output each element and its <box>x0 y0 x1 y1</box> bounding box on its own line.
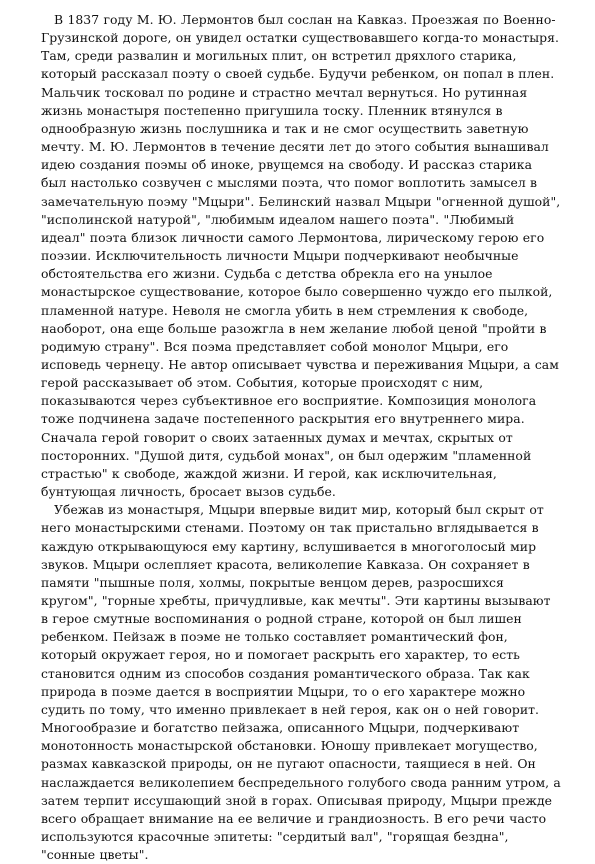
essay-text <box>41 11 561 864</box>
paragraph-mtsyri-nature: Убежав из монастыря, Мцыри впервые видит мир, который был скрыт от него монастырскими стенами. Поэтому он так пристально вглядывается в каждую открывающуюся ему картину, вслушивается в многоголосый мир звуков. Мцыри ослепляет красота, великолепие Кавказа. Он сохраняет в памяти "пышные поля, холмы, покрытые венцом дерев, разросшихся кругом", "горные хребты, причудливые, как мечты". Эти картины вызывают в герое смутные воспоминания о родной стране, которой он был лишен ребенком. Пейзаж в поэме не только составляет романтический фон, который окружает героя, но и помогает раскрыть его характер, то есть становится одним из способов создания романтического образа. Так как природа в поэме дается в восприятии Мцыри, то о его характере можно судить по тому, что именно привлекает в ней героя, как он о ней говорит. Многообразие и богатство пейзажа, описанного Мцыри, подчеркивают монотонность монастырской обстановки. Юношу привлекает могущество, размах кавказской природы, он не пугают опасности, таящиеся в ней. Он наслаждается великолепием беспредельного голубого свода ранним утром, а затем терпит иссушающий зной в горах. Описывая природу, Мцыри прежде всего обращает внимание на ее величие и грандиозность. В его речи часто используются красочные эпитеты: "сердитый вал", "горящая бездна", "сонные цветы". <box>41 502 561 863</box>
paragraph-lermontov-exile: В 1837 году М. Ю. Лермонтов был сослан на Кавказ. Проезжая по Военно-Грузинской дороге, он увидел остатки существовавшего когда-то монастыря. Там, среди развалин и могильных плит, он встретил дряхлого старика, который рассказал поэту о своей судьбе. Будучи ребенком, он попал в плен. Мальчик тосковал по родине и страстно мечтал вернуться. Но рутинная жизнь монастыря постепенно пригушила тоску. Пленник втянулся в однообразную жизнь послушника и так и не смог осуществить заветную мечту. М. Ю. Лермонтов в течение десяти лет до этого события вынашивал идею создания поэмы об иноке, рвущемся на свободу. И рассказ старика был настолько созвучен с мыслями поэта, что помог воплотить замысел в замечательную поэму "Мцыри". Белинский назвал Мцыри "огненной душой", "исполинской натурой", "любимым идеалом нашего поэта". "Любимый идеал" поэта близок личности самого Лермонтова, лирическому герою его поэзии. Исключительность личности Мцыри подчеркивают необычные обстоятельства его жизни. Судьба с детства обрекла его на унылое монастырское существование, которое было совершенно чуждо его пылкой, пламенной натуре. Неволя не смогла убить в нем стремления к свободе, наоборот, она еще больше разожгла в нем желание любой ценой "пройти в родимую страну". Вся поэма представляет собой монолог Мцыри, его исповедь чернецу. Не автор описывает чувства и переживания Мцыри, а сам герой рассказывает об этом. События, которые происходят с ним, показываются через субъективное его восприятие. Композиция монолога тоже подчинена задаче постепенного раскрытия его внутреннего мира. Сначала герой говорит о своих затаенных думах и мечтах, скрытых от посторонних. "Душой дитя, судьбой монах", он был одержим "пламенной страстью" к свободе, жаждой жизни. И герой, как исключительная, бунтующая личность, бросает вызов судьбе. <box>41 12 561 500</box>
